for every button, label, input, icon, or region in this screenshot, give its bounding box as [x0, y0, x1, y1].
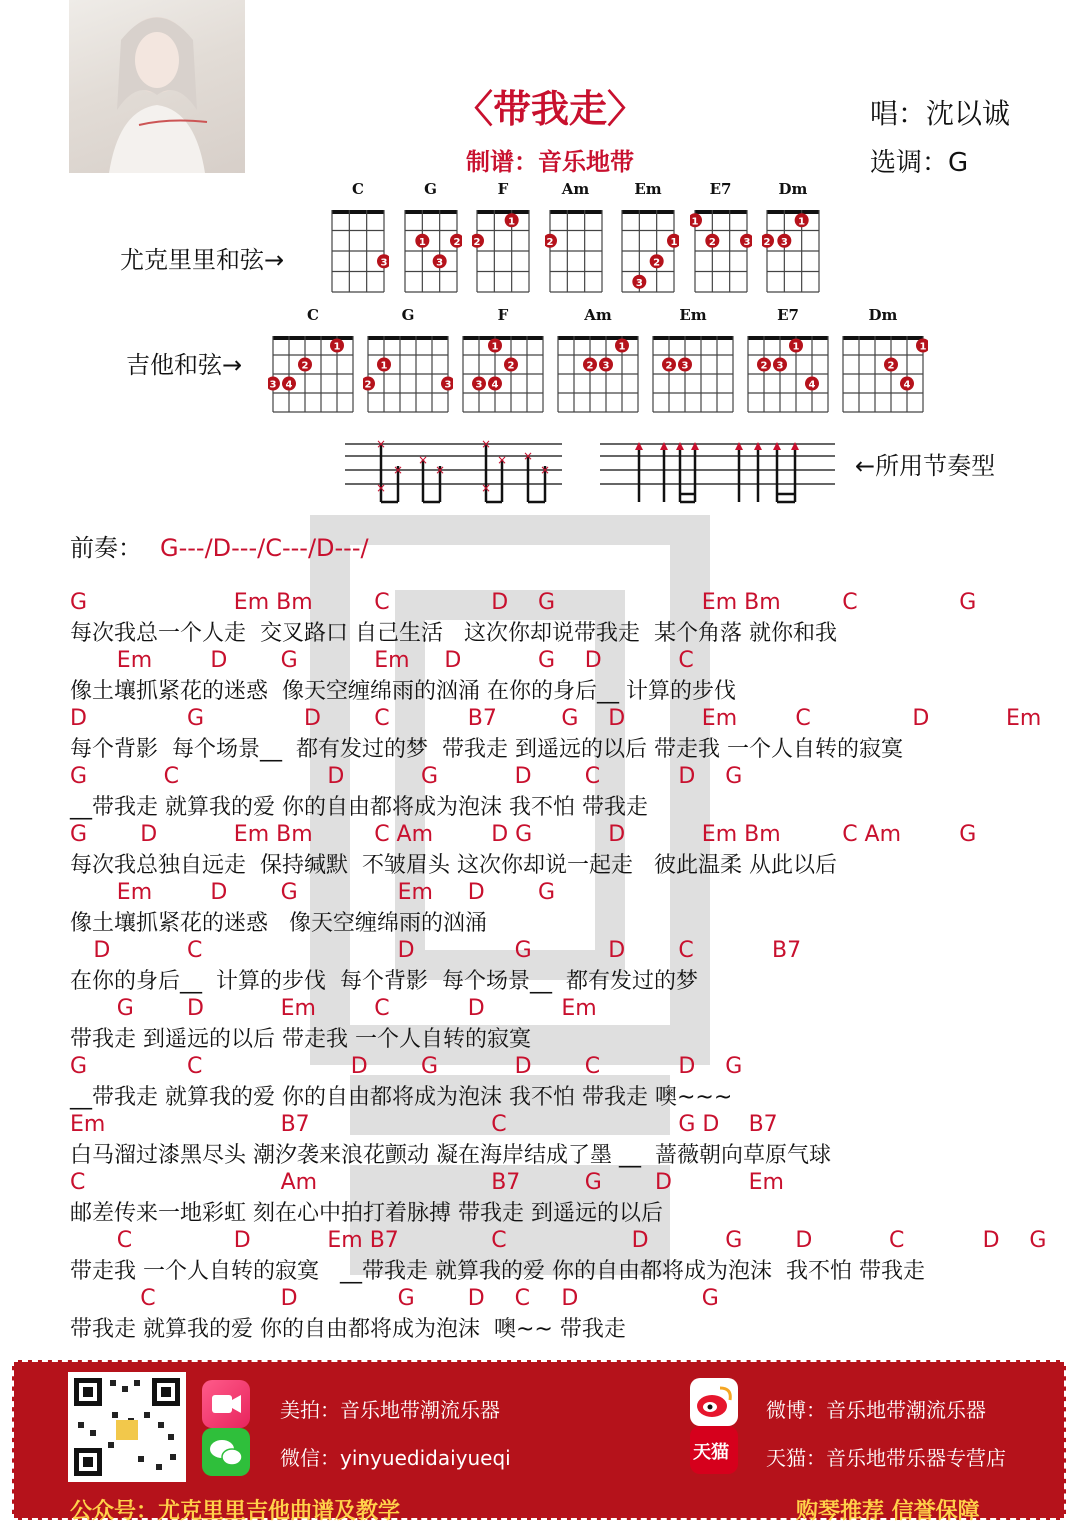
chord-symbol: D G — [491, 822, 533, 847]
guitar-chord-name: G — [401, 306, 415, 324]
chord-symbol: G — [584, 1170, 602, 1195]
chord-symbol: G — [538, 880, 556, 905]
lyric-line: __带我走 就算我的爱 你的自由都将成为泡沫 我不怕 带我走 噢~~~ — [70, 1085, 733, 1110]
chord-symbol: D — [982, 1228, 1000, 1253]
chord-line — [70, 704, 1050, 732]
chord-symbol: D — [140, 822, 158, 847]
chord-symbol: C — [374, 706, 390, 731]
guitar-finger-number: 3 — [681, 360, 689, 372]
chord-symbol: C — [140, 1286, 156, 1311]
ukulele-chord-diagram — [617, 205, 679, 297]
chord-symbol: D — [93, 938, 111, 963]
guitar-finger-number: 2 — [665, 360, 673, 372]
lyric-line: 像土壤抓紧花的迷惑 像天空缠绵雨的汹涌 — [70, 911, 487, 936]
guitar-chord-name: Em — [679, 306, 707, 324]
svg-text:×: × — [522, 449, 534, 463]
chord-symbol: G — [725, 764, 743, 789]
ukulele-label: 尤克里里和弦→ — [120, 246, 285, 274]
chord-symbol: G — [397, 1286, 415, 1311]
chord-symbol: D — [280, 1286, 298, 1311]
guitar-finger-number: 2 — [507, 360, 515, 372]
slogan: 购琴推荐 信誉保障 — [796, 1499, 980, 1524]
chord-symbol: B7 — [491, 1170, 521, 1195]
chord-symbol: Em — [70, 1112, 106, 1137]
chord-line — [70, 1110, 1050, 1138]
ukulele-chord-diagram — [762, 205, 824, 297]
chord-symbol: B7 — [772, 938, 802, 963]
chord-symbol: G — [725, 1054, 743, 1079]
chord-symbol: G — [959, 822, 977, 847]
chord-symbol: D — [397, 938, 415, 963]
chord-line — [70, 1052, 1050, 1080]
ukulele-finger-number: 1 — [418, 236, 426, 248]
chord-symbol: D — [631, 1228, 649, 1253]
chord-symbol: C — [584, 764, 601, 789]
chord-symbol: Em — [701, 706, 738, 731]
guitar-chord-name: E7 — [777, 306, 799, 324]
chord-symbol: G — [701, 1286, 719, 1311]
chord-symbol: Em — [397, 880, 433, 905]
guitar-finger-number: 3 — [475, 379, 483, 391]
chord-symbol: C — [491, 1112, 507, 1137]
ukulele-chord-name: E7 — [709, 180, 732, 198]
chord-symbol: C — [187, 1054, 203, 1079]
chord-symbol: C — [795, 706, 811, 731]
svg-text:×: × — [480, 481, 492, 495]
chord-symbol: D — [561, 1286, 579, 1311]
chord-symbol: G — [959, 590, 977, 615]
chord-symbol: Am — [280, 1170, 318, 1195]
chord-symbol: Em Bm — [233, 590, 313, 615]
chord-symbol: D — [467, 996, 485, 1021]
guitar-chord-diagram — [458, 331, 548, 417]
guitar-finger-number: 4 — [491, 379, 499, 391]
qr-code[interactable] — [68, 1372, 186, 1482]
ukulele-finger-number: 2 — [453, 236, 460, 248]
weibo-text: 微博：音乐地带潮流乐器 — [766, 1398, 986, 1422]
chord-symbol: C — [374, 590, 390, 615]
chord-line — [70, 588, 1050, 616]
ukulele-finger-number: 3 — [380, 257, 388, 269]
ukulele-chord-diagram — [545, 205, 607, 297]
guitar-finger-number: 4 — [285, 379, 293, 391]
chord-symbol: C — [491, 1228, 507, 1253]
chord-symbol: B7 — [280, 1112, 310, 1137]
guitar-finger-number: 3 — [776, 360, 784, 372]
chord-symbol: C Am — [842, 822, 902, 847]
chord-symbol: Em — [561, 996, 597, 1021]
weibo-icon[interactable] — [690, 1378, 738, 1426]
ukulele-finger-number: 2 — [763, 236, 771, 248]
lyric-line: 在你的身后__ 计算的步伐 每个背影 每个场景__ 都有发过的梦 — [70, 969, 698, 994]
chord-symbol: D — [210, 880, 228, 905]
guitar-finger-number: 2 — [586, 360, 594, 372]
chord-symbol: D — [70, 706, 87, 731]
guitar-finger-number: 2 — [301, 360, 309, 372]
guitar-chord-diagram — [648, 331, 738, 417]
lyric-line: 每次我总一个人走 交叉路口 自己生活 这次你却说带我走 某个角落 就你和我 — [70, 621, 837, 646]
chord-line — [70, 820, 1050, 848]
chord-symbol: Em — [116, 880, 153, 905]
guitar-finger-number: 2 — [760, 360, 768, 372]
svg-text:×: × — [539, 463, 551, 477]
chord-symbol: D — [350, 1054, 368, 1079]
singer-name: 唱：沈以诚 — [870, 97, 1011, 130]
meipai-text: 美拍：音乐地带潮流乐器 — [280, 1398, 500, 1422]
chord-line — [70, 762, 1050, 790]
guitar-finger-number: 1 — [618, 341, 626, 353]
ukulele-finger-number: 1 — [508, 216, 516, 228]
guitar-chord-diagram — [268, 331, 358, 417]
ukulele-chord-diagram — [400, 205, 462, 297]
svg-text:×: × — [496, 453, 508, 467]
chord-symbol: D — [514, 1054, 532, 1079]
chord-symbol: D — [233, 1228, 251, 1253]
chord-symbol: D — [444, 648, 462, 673]
chord-symbol: B7 — [467, 706, 497, 731]
guitar-chord-diagram — [363, 331, 453, 417]
svg-text:×: × — [480, 437, 492, 451]
intro-chords: G---/D---/C---/D---/ — [160, 534, 369, 562]
ukulele-finger-number: 1 — [670, 236, 678, 248]
lyrics-sheet — [70, 588, 1050, 1342]
chord-symbol: G — [116, 996, 134, 1021]
qr-code-image — [68, 1372, 186, 1482]
chord-symbol: C — [678, 938, 694, 963]
chord-symbol: C — [678, 648, 694, 673]
guitar-finger-number: 1 — [491, 341, 499, 353]
ukulele-chord-name: Dm — [778, 180, 808, 198]
ukulele-chord-name: Em — [634, 180, 662, 198]
chord-symbol: D — [467, 1286, 485, 1311]
chord-symbol: Em B7 — [327, 1228, 399, 1253]
chord-symbol: D — [912, 706, 930, 731]
guitar-finger-number: 2 — [364, 379, 372, 391]
lyric-line: 像土壤抓紧花的迷惑 像天空缠绵雨的汹涌 在你的身后__ 计算的步伐 — [70, 679, 736, 704]
chord-symbol: G — [538, 590, 556, 615]
chord-symbol: D — [210, 648, 228, 673]
guitar-chord-name: C — [307, 306, 319, 324]
ukulele-chord-name: G — [424, 180, 437, 198]
chord-symbol: D — [608, 706, 626, 731]
svg-text:×: × — [434, 463, 446, 477]
meipai-icon[interactable] — [202, 1380, 250, 1428]
guitar-finger-number: 3 — [269, 379, 277, 391]
tmall-badge-text: 天猫 — [693, 1442, 729, 1463]
chord-symbol: G — [280, 880, 298, 905]
ukulele-finger-number: 3 — [635, 277, 643, 289]
chord-symbol: D — [467, 880, 485, 905]
lyric-line: __带我走 就算我的爱 你的自由都将成为泡沫 我不怕 带我走 — [70, 795, 648, 820]
chord-symbol: C — [187, 938, 203, 963]
song-title: 〈带我走〉 — [454, 87, 645, 131]
chord-symbol: C — [374, 996, 390, 1021]
guitar-chord-name: Am — [584, 306, 612, 324]
guitar-chord-name: Dm — [868, 306, 898, 324]
chord-symbol: C — [584, 1054, 601, 1079]
lyric-line: 带我走 到遥远的以后 带走我 一个人自转的寂寞 — [70, 1027, 531, 1052]
svg-text:×: × — [375, 481, 387, 495]
guitar-label: 吉他和弦→ — [126, 351, 243, 379]
chord-symbol: C — [514, 1286, 530, 1311]
lyric-line: 每次我总独自远走 保持缄默 不皱眉头 这次你却说一起走 彼此温柔 从此以后 — [70, 853, 837, 878]
chord-symbol: Em — [374, 648, 410, 673]
chord-symbol: G D — [678, 1112, 720, 1137]
chord-symbol: C — [163, 764, 179, 789]
chord-symbol: D — [491, 590, 509, 615]
chord-symbol: C — [842, 590, 858, 615]
chord-symbol: Em — [116, 648, 153, 673]
guitar-finger-number: 1 — [919, 341, 927, 353]
guitar-finger-number: 1 — [792, 341, 800, 353]
chord-line — [70, 1168, 1050, 1196]
chord-symbol: D — [327, 764, 345, 789]
rhythm-label: ←所用节奏型 — [855, 452, 996, 480]
chord-symbol: Em — [748, 1170, 784, 1195]
chord-symbol: G — [725, 1228, 743, 1253]
ukulele-finger-number: 1 — [798, 216, 806, 228]
chord-symbol: C Am — [374, 822, 434, 847]
chord-line — [70, 646, 1050, 674]
svg-text:×: × — [375, 437, 387, 451]
ukulele-finger-number: 1 — [691, 216, 698, 228]
chord-symbol: G — [421, 764, 439, 789]
chord-symbol: G — [70, 1054, 88, 1079]
chord-symbol: D — [608, 822, 626, 847]
singer-photo — [69, 0, 245, 173]
intro-line — [70, 528, 369, 563]
transcriber: 制谱：音乐地带 — [466, 148, 634, 176]
chord-symbol: G — [70, 590, 88, 615]
guitar-chord-diagram — [838, 331, 928, 417]
ukulele-chord-diagram — [690, 205, 752, 297]
lyric-line: 邮差传来一地彩虹 刻在心中拍打着脉搏 带我走 到遥远的以后 — [70, 1201, 663, 1226]
chord-symbol: D — [187, 996, 204, 1021]
chord-symbol: G — [1029, 1228, 1047, 1253]
chord-symbol: D — [304, 706, 321, 731]
ukulele-chord-name: F — [497, 180, 509, 198]
svg-text:×: × — [392, 463, 404, 477]
chord-symbol: Em Bm — [701, 822, 781, 847]
chord-symbol: D — [608, 938, 626, 963]
guitar-finger-number: 1 — [380, 360, 388, 372]
ukulele-finger-number: 2 — [653, 257, 661, 269]
guitar-finger-number: 4 — [808, 379, 816, 391]
chord-symbol: C — [889, 1228, 905, 1253]
guitar-finger-number: 2 — [887, 360, 895, 372]
ukulele-chord-name: Am — [561, 180, 590, 198]
chord-symbol: Em Bm — [233, 822, 313, 847]
chord-line — [70, 936, 1050, 964]
tmall-icon[interactable] — [690, 1426, 738, 1474]
official-account: 公众号：尤克里里吉他曲谱及教学 — [70, 1499, 401, 1524]
ukulele-finger-number: 3 — [435, 257, 443, 269]
chord-symbol: C — [116, 1228, 133, 1253]
lyric-line: 白马溜过漆黑尽头 潮汐袭来浪花颤动 凝在海岸结成了墨 __ 蔷薇朝向草原气球 — [70, 1143, 831, 1168]
ukulele-finger-number: 3 — [743, 236, 750, 248]
guitar-finger-number: 1 — [333, 341, 341, 353]
key-selection: 选调：G — [870, 148, 969, 178]
chord-symbol: Em Bm — [701, 590, 781, 615]
guitar-chord-name: F — [497, 306, 509, 324]
tmall-text: 天猫：音乐地带乐器专营店 — [766, 1446, 1006, 1470]
chord-symbol: D — [655, 1170, 672, 1195]
ukulele-finger-number: 2 — [708, 236, 716, 248]
chord-symbol: G — [421, 1054, 439, 1079]
chord-symbol: G — [538, 648, 556, 673]
lyric-line: 每个背影 每个场景__ 都有发过的梦 带我走 到遥远的以后 带走我 一个人自转的寂寞 — [70, 737, 903, 762]
wechat-text: 微信：yinyuedidaiyueqi — [280, 1446, 511, 1470]
chord-symbol: D — [678, 1054, 696, 1079]
chord-symbol: G — [187, 706, 205, 731]
chord-symbol: G — [514, 938, 532, 963]
lyric-line: 带走我 一个人自转的寂寞 __带我走 就算我的爱 你的自由都将成为泡沫 我不怕 带我走 — [70, 1259, 925, 1284]
chord-line — [70, 1226, 1050, 1254]
chord-symbol: D — [584, 648, 602, 673]
chord-symbol: Em — [280, 996, 316, 1021]
ukulele-finger-number: 3 — [780, 236, 788, 248]
chord-line — [70, 994, 1050, 1022]
lyric-line: 带我走 就算我的爱 你的自由都将成为泡沫 噢~~ 带我走 — [70, 1317, 626, 1342]
chord-symbol: C — [70, 1170, 86, 1195]
chord-symbol: G — [561, 706, 579, 731]
ukulele-finger-number: 2 — [546, 236, 553, 248]
guitar-finger-number: 3 — [602, 360, 610, 372]
chord-symbol: G — [280, 648, 298, 673]
singer-portrait-image — [69, 0, 245, 173]
chord-symbol: D — [678, 764, 696, 789]
chord-symbol: D — [514, 764, 532, 789]
intro-label: 前奏： — [70, 534, 142, 562]
guitar-finger-number: 4 — [903, 379, 911, 391]
chord-symbol: D — [795, 1228, 813, 1253]
ukulele-chord-diagram — [327, 205, 389, 297]
wechat-icon[interactable] — [202, 1428, 250, 1476]
chord-line — [70, 878, 1050, 906]
ukulele-chord-diagram — [472, 205, 534, 297]
guitar-chord-diagram — [553, 331, 643, 417]
guitar-chord-diagram — [743, 331, 833, 417]
chord-symbol: G — [70, 822, 88, 847]
rhythm-pattern — [340, 436, 840, 506]
chord-symbol: B7 — [748, 1112, 778, 1137]
chord-symbol: Em — [1006, 706, 1042, 731]
ukulele-chord-name: C — [352, 180, 364, 198]
ukulele-finger-number: 2 — [473, 236, 481, 248]
chord-line — [70, 1284, 1050, 1312]
guitar-finger-number: 3 — [444, 379, 452, 391]
chord-symbol: G — [70, 764, 88, 789]
svg-text:×: × — [417, 453, 429, 467]
